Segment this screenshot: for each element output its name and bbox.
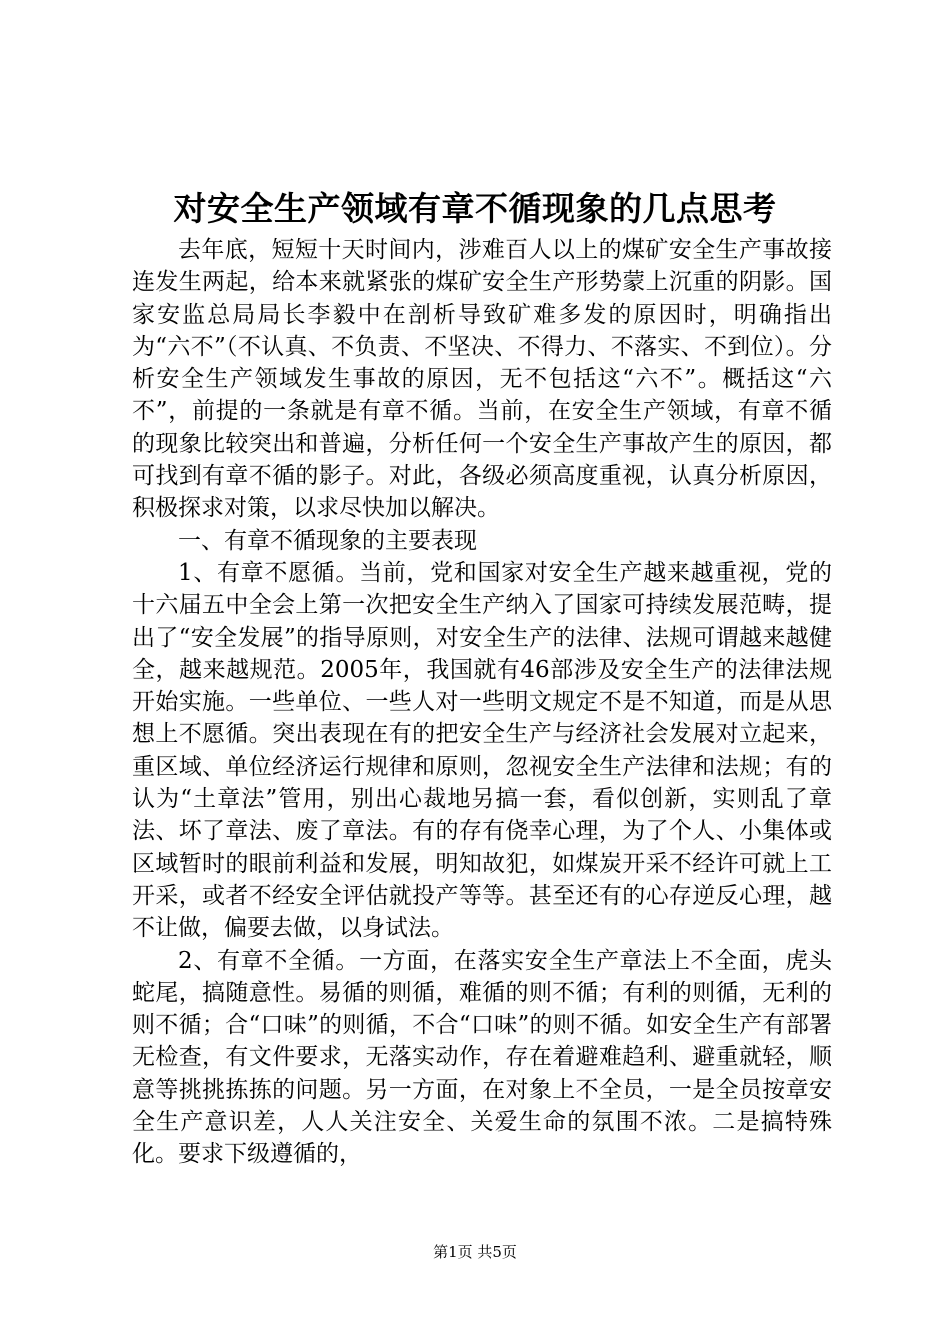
paragraph-point-1: 1、有章不愿循。当前，党和国家对安全生产越来越重视，党的十六届五中全会上第一次把安全生产纳入了国家可持续发展范畴，提出了“安全发展”的指导原则，对安全生产的法律、法规可谓越来越健全，越来越规范。2005年，我国就有46部涉及安全生产的法律法规开始实施。一些单位、一些人对一些明文规定不是不知道，而是从思想上不愿循。突出表现在有的把安全生产与经济社会发展对立起来，重区域、单位经济运行规律和原则，忽视安全生产法律和法规；有的认为“土章法”管用，别出心裁地另搞一套，看似创新，实则乱了章法、坏了章法、废了章法。有的存有侥幸心理，为了个人、小集体或区域暂时的眼前利益和发展，明知故犯，如煤炭开采不经许可就上工开采，或者不经安全评估就投产等等。甚至还有的心存逆反心理，越不让做，偏要去做，以身试法。: [132, 559, 832, 942]
paragraph-intro: 去年底，短短十天时间内，涉难百人以上的煤矿安全生产事故接连发生两起，给本来就紧张的煤矿安全生产形势蒙上沉重的阴影。国家安监总局局长李毅中在剖析导致矿难多发的原因时，明确指出为“六不”（不认真、不负责、不坚决、不得力、不落实、不到位）。分析安全生产领域发生事故的原因，无不包括这“六不”。概括这“六不”，前提的一条就是有章不循。当前，在安全生产领域，有章不循的现象比较突出和普遍，分析任何一个安全生产事故产生的原因，都可找到有章不循的影子。对此，各级必须高度重视，认真分析原因，积极探求对策，以求尽快加以解决。: [132, 237, 832, 522]
document-title: 对安全生产领域有章不循现象的几点思考: [173, 189, 777, 228]
section-heading: 一、有章不循现象的主要表现: [178, 527, 477, 554]
page-footer: 第1页 共5页: [433, 1243, 517, 1261]
document-body: [132, 234, 832, 1171]
paragraph-point-2: 2、有章不全循。一方面，在落实安全生产章法上不全面，虎头蛇尾，搞随意性。易循的则循，难循的则不循；有利的则循，无利的则不循；合“口味”的则循，不合“口味”的则不循。如安全生产有部署无检查，有文件要求，无落实动作，存在着避难趋利、避重就轻，顺意等挑挑拣拣的问题。另一方面，在对象上不全员，一是全员按章安全生产意识差，人人关注安全、关爱生命的氛围不浓。二是搞特殊化。要求下级遵循的，: [132, 947, 832, 1168]
